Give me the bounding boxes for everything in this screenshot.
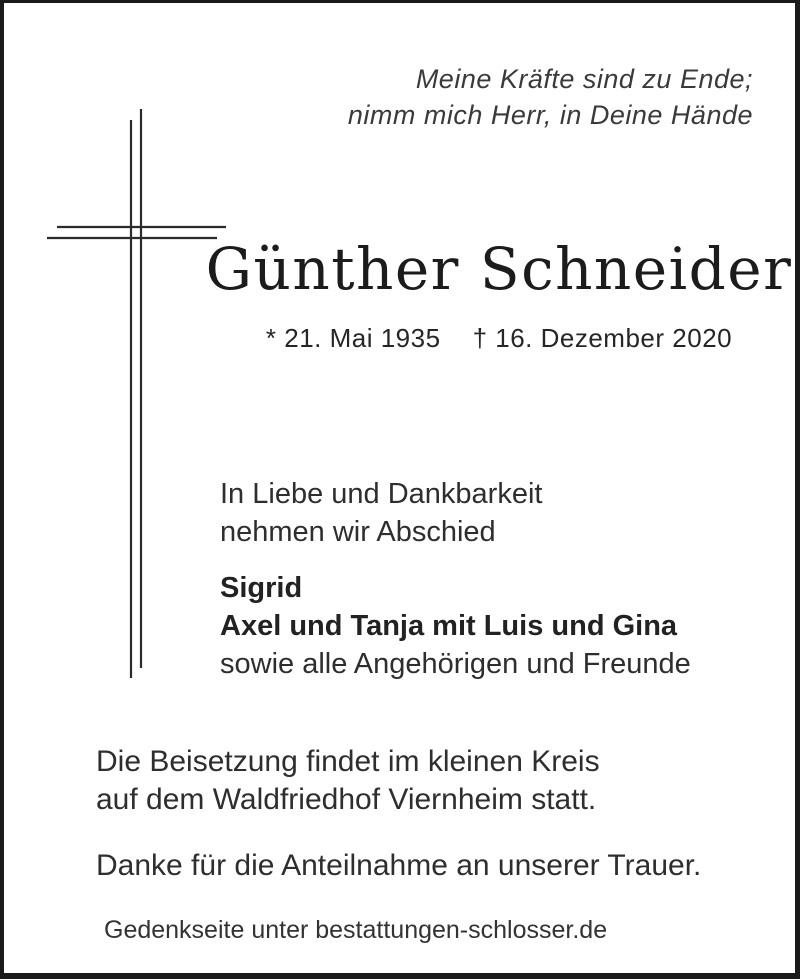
funeral-text [96,743,701,819]
funeral-info [96,743,701,949]
life-dates [189,323,800,354]
birth-date: * 21. Mai 1935 [265,323,441,353]
death-date: † 16. Dezember 2020 [472,323,733,353]
funeral-line-1: Die Beisetzung findet im kleinen Kreis [96,745,600,778]
mourner-line-1: Sigrid [220,572,303,604]
deceased-name: Günther Schneider [205,235,793,303]
mourner-line-3: sowie alle Angehörigen und Freunde [220,648,691,680]
epigraph-line-2: nimm mich Herr, in Deine Hände [347,100,753,130]
mourner-line-2: Axel und Tanja mit Luis und Gina [220,610,678,642]
epigraph [348,61,753,133]
memorial-site-text: Gedenkseite unter bestattungen-schlosser.de [104,916,608,944]
cross-icon [40,99,230,684]
farewell-text [220,475,691,551]
mourners-list [220,569,691,683]
farewell-line-2: nehmen wir Abschied [220,516,496,548]
epigraph-line-1: Meine Kräfte sind zu Ende; [415,64,753,94]
funeral-line-2: auf dem Waldfriedhof Viernheim statt. [96,783,597,816]
farewell-line-1: In Liebe und Dankbarkeit [220,478,543,510]
thanks-text: Danke für die Anteilnahme an unserer Trauer. [96,849,702,882]
farewell-and-mourners [220,475,691,683]
